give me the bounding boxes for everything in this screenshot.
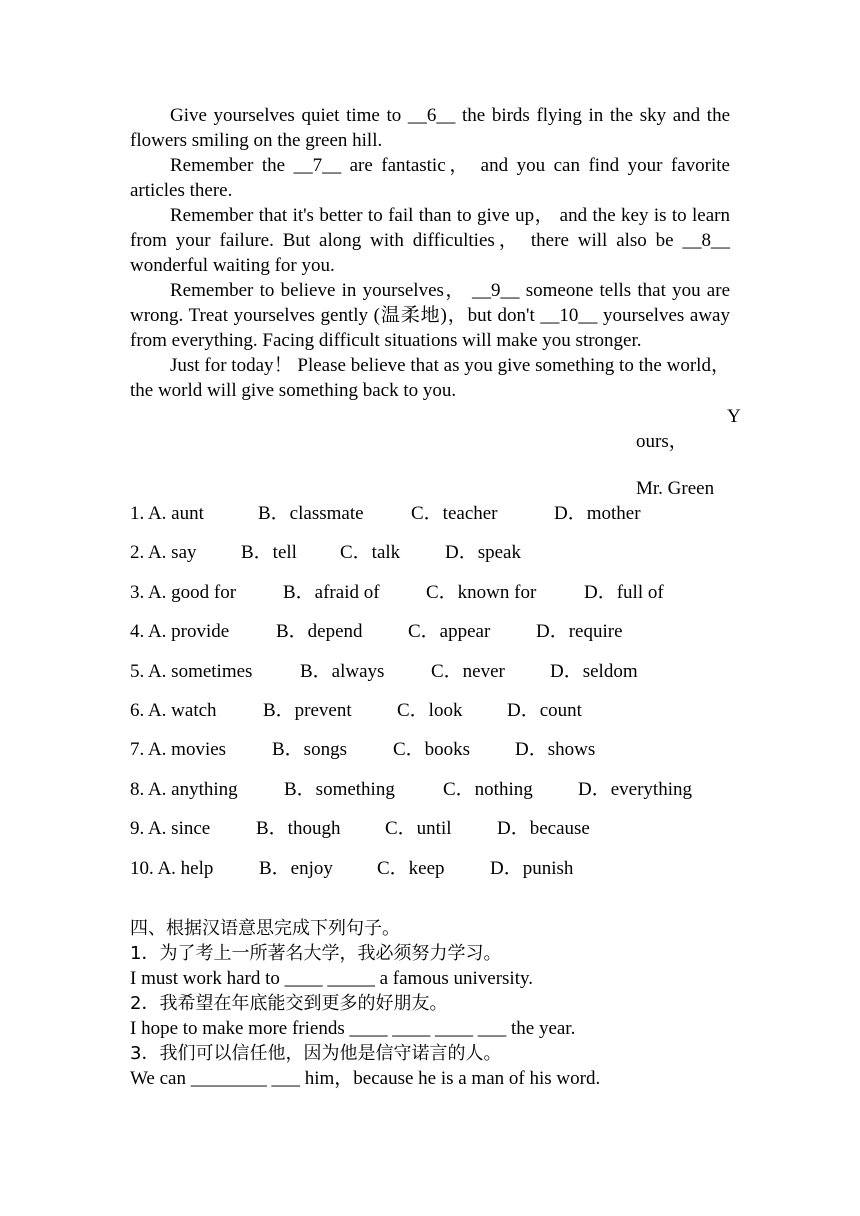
option-b: B．enjoy xyxy=(259,857,333,879)
option-b: B．classmate xyxy=(258,503,364,524)
option-c: C．books xyxy=(393,739,471,761)
item-english: I must work hard to ____ _____ a famous university. xyxy=(130,968,533,989)
signoff-y: Y xyxy=(727,406,741,427)
option-c: C．never xyxy=(431,660,505,682)
option-b: B．prevent xyxy=(263,699,352,721)
option-d: D．speak xyxy=(445,542,521,564)
option-a: 6. A. watch xyxy=(130,699,217,721)
option-d: D．because xyxy=(497,818,590,840)
option-c: C．until xyxy=(385,818,452,840)
option-d: D．seldom xyxy=(550,660,638,682)
option-a: 9. A. since xyxy=(130,818,211,840)
reading-passage xyxy=(130,103,730,403)
passage-paragraph: Remember the __7__ are fantastic， and you can find your favorite articles there. xyxy=(130,155,730,201)
item-chinese: 3．我们可以信任他，因为他是信守诺言的人。 xyxy=(130,1043,502,1064)
option-d: D．mother xyxy=(554,503,641,524)
option-a: 1. A. aunt xyxy=(130,503,204,524)
section-heading: 四、根据汉语意思完成下列句子。 xyxy=(130,918,400,939)
option-a: 8. A. anything xyxy=(130,778,238,800)
option-c: C．nothing xyxy=(443,778,533,800)
option-a: 7. A. movies xyxy=(130,739,227,761)
signoff-name: Mr. Green xyxy=(636,478,715,499)
option-b: B．afraid of xyxy=(283,581,380,603)
option-a: 4. A. provide xyxy=(130,621,230,643)
option-a: 5. A. sometimes xyxy=(130,660,253,682)
option-b: B．depend xyxy=(276,621,363,643)
item-english: I hope to make more friends ____ ____ ____ ___ the year. xyxy=(130,1018,576,1039)
option-b: B．always xyxy=(300,660,385,682)
option-d: D．full of xyxy=(584,581,664,603)
option-c: C．keep xyxy=(377,857,445,879)
signoff-ours: ours， xyxy=(636,431,688,452)
option-d: D．everything xyxy=(578,778,692,800)
option-d: D．punish xyxy=(490,857,574,879)
option-b: B．something xyxy=(284,778,395,800)
option-b: B．tell xyxy=(241,542,297,564)
option-d: D．shows xyxy=(515,739,596,761)
option-c: C．talk xyxy=(340,542,401,564)
option-d: D．count xyxy=(507,699,582,721)
option-c: C．look xyxy=(397,699,463,721)
option-c: C．known for xyxy=(426,581,537,603)
item-chinese: 1．为了考上一所著名大学，我必须努力学习。 xyxy=(130,943,502,964)
option-b: B．though xyxy=(256,818,341,840)
option-c: C．teacher xyxy=(411,503,498,524)
option-a: 3. A. good for xyxy=(130,581,237,603)
passage-paragraph: Remember to believe in yourselves， __9__ someone tells that you are wrong. Treat yourselves gently (温柔地)，but don't __10__ yourselves away from everything. Facing difficult situations will make you stronger. xyxy=(130,280,730,351)
option-d: D．require xyxy=(536,621,623,643)
option-a: 2. A. say xyxy=(130,542,197,564)
passage-paragraph: Just for today！ Please believe that as you give something to the world， the world will give something back to you. xyxy=(130,355,730,401)
option-b: B．songs xyxy=(272,739,347,761)
passage-paragraph: Remember that it's better to fail than to give up， and the key is to learn from your failure. But along with difficulties， there will also be __8__ wonderful waiting for you. xyxy=(130,205,730,276)
translation-section xyxy=(130,916,600,1091)
option-c: C．appear xyxy=(408,621,491,643)
item-chinese: 2．我希望在年底能交到更多的好朋友。 xyxy=(130,993,448,1014)
item-english: We can ________ ___ him，because he is a man of his word. xyxy=(130,1068,601,1089)
passage-paragraph: Give yourselves quiet time to __6__ the birds flying in the sky and the flowers smiling on the green hill. xyxy=(130,105,730,151)
option-a: 10. A. help xyxy=(130,857,214,879)
